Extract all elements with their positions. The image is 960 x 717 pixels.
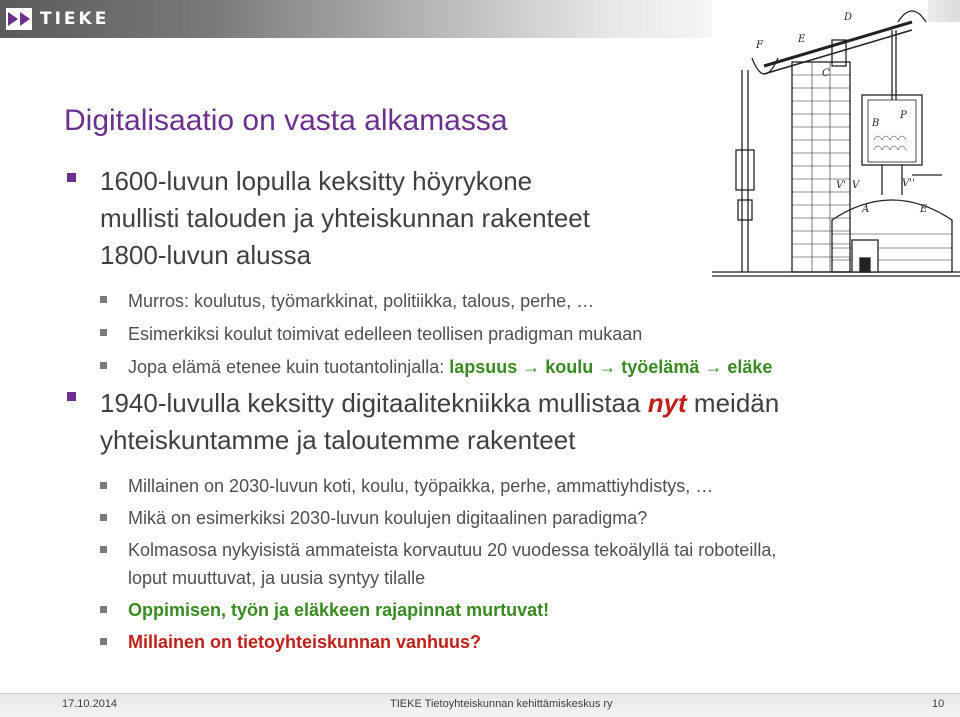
sub-bullet — [100, 514, 107, 521]
engine-label-v: V — [852, 180, 860, 191]
bullet2-line1 — [100, 385, 779, 422]
lifecycle-step-tyoelama: työelämä — [621, 357, 700, 377]
engine-label-a: A — [862, 204, 870, 215]
bullet1-line2: mullisti talouden ja yhteiskunnan rakenteet — [100, 203, 590, 233]
bullet1-sub2: Esimerkiksi koulut toimivat edelleen teollisen pradigman mukaan — [128, 324, 643, 344]
sub-bullet — [100, 362, 107, 369]
lifecycle-arrow: → — [593, 357, 622, 377]
engine-label-b: B — [872, 118, 880, 129]
steam-engine-drawing — [712, 0, 960, 282]
bullet2-line1-a: 1940-luvulla keksitty digitaalitekniikka mullistaa — [100, 388, 648, 418]
bullet-square — [67, 173, 76, 182]
steam-engine-illustration — [712, 0, 960, 282]
lifecycle-arrow: → — [699, 357, 728, 377]
page-title: Digitalisaatio on vasta alkamassa — [64, 104, 508, 137]
engine-label-p: P — [900, 110, 907, 121]
bullet1-sub3 — [128, 352, 772, 382]
lifecycle-step-lapsuus: lapsuus — [449, 357, 518, 377]
engine-label-c: C — [822, 68, 830, 79]
bullet1-line1: 1600-luvun lopulla keksitty höyrykone — [100, 166, 533, 196]
tieke-logo — [0, 0, 126, 38]
bullet2-nyt: nyt — [647, 388, 687, 418]
bullet2-green-line: Oppimisen, työn ja eläkkeen rajapinnat murtuvat! — [128, 600, 550, 620]
tieke-logo-icon — [6, 8, 32, 30]
bullet-square — [67, 392, 76, 401]
sub-bullet — [100, 296, 107, 303]
engine-label-e2: E — [920, 204, 928, 215]
sub-bullet — [100, 606, 107, 613]
bullet2-sub3-line1: Kolmasosa nykyisistä ammateista korvautuu 20 vuodessa tekoälyllä tai roboteilla, — [128, 540, 777, 560]
footer-page-number: 10 — [932, 698, 945, 710]
lifecycle-prefix: Jopa elämä etenee kuin tuotantolinjalla: — [128, 357, 450, 377]
engine-label-v1: V' — [836, 180, 846, 191]
lifecycle-arrow: → — [517, 357, 546, 377]
bullet2-sub3-line2: loput muuttuvat, ja uusia syntyy tilalle — [128, 568, 426, 588]
bullet1-line3: 1800-luvun alussa — [100, 240, 312, 270]
bullet1-sub1: Murros: koulutus, työmarkkinat, politiikka, talous, perhe, … — [128, 291, 595, 311]
lifecycle-step-elake: eläke — [727, 357, 773, 377]
engine-label-v2: V'' — [902, 178, 915, 189]
engine-label-d: D — [844, 12, 853, 23]
footer-date: 17.10.2014 — [62, 698, 118, 710]
lifecycle-step-koulu: koulu — [545, 357, 594, 377]
sub-bullet — [100, 638, 107, 645]
bullet2-sub2: Mikä on esimerkiksi 2030-luvun koulujen digitaalinen paradigma? — [128, 508, 648, 528]
logo-text: TIEKE — [40, 9, 110, 29]
bullet2-line1-b: meidän — [686, 388, 780, 418]
sub-bullet — [100, 329, 107, 336]
engine-label-f: F — [756, 40, 763, 51]
sub-bullet — [100, 482, 107, 489]
engine-label-e: E — [798, 34, 806, 45]
bullet2-sub1: Millainen on 2030-luvun koti, koulu, työpaikka, perhe, ammattiyhdistys, … — [128, 476, 714, 496]
bullet2-red-line: Millainen on tietoyhteiskunnan vanhuus? — [128, 632, 482, 652]
sub-bullet — [100, 546, 107, 553]
bullet2-line2: yhteiskuntamme ja taloutemme rakenteet — [100, 425, 576, 455]
footer-org: TIEKE Tietoyhteiskunnan kehittämiskeskus ry — [390, 698, 613, 710]
